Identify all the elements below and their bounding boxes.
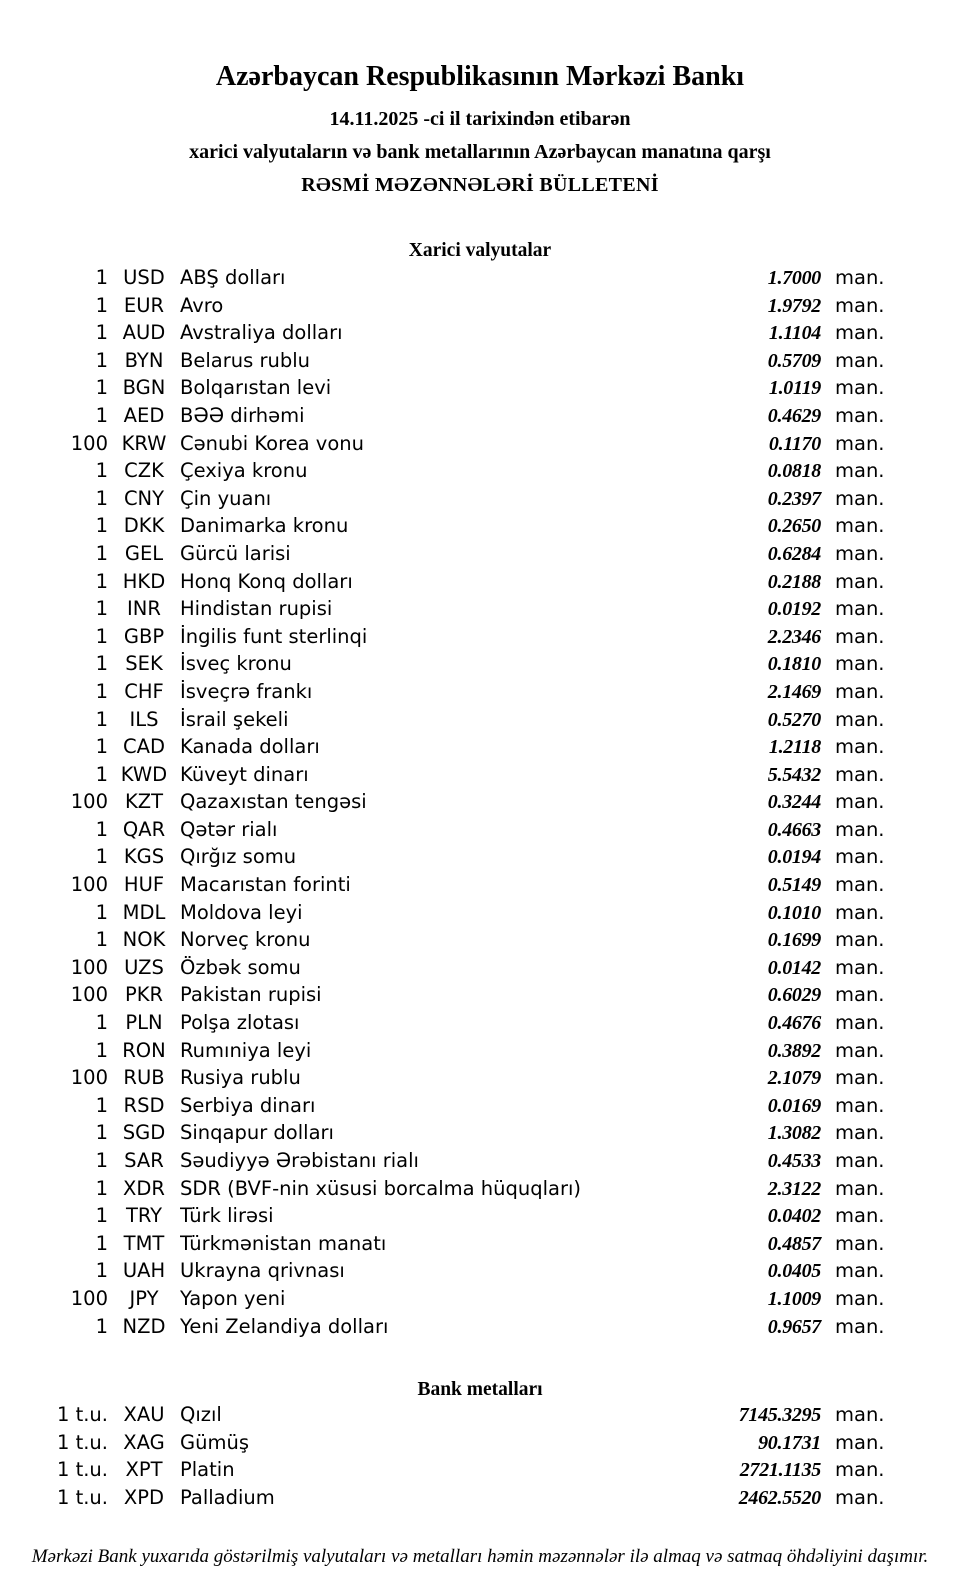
quantity-cell: 1	[95, 679, 108, 703]
unit-cell: man.	[835, 1038, 885, 1062]
currency-code-cell: XAG	[123, 1430, 165, 1454]
unit-cell: man.	[835, 348, 885, 372]
unit-cell: man.	[835, 1011, 885, 1035]
rate-row	[0, 901, 960, 929]
currency-name-cell: Danimarka kronu	[180, 514, 349, 538]
unit-cell: man.	[835, 624, 885, 648]
unit-cell: man.	[835, 1314, 885, 1338]
rate-row	[0, 928, 960, 956]
currency-name-cell: Çexiya kronu	[180, 459, 308, 483]
rate-row	[0, 1204, 960, 1232]
currency-code-cell: XPT	[125, 1458, 163, 1482]
rate-row	[0, 1259, 960, 1287]
rate-row	[0, 625, 960, 653]
rate-row	[0, 349, 960, 377]
rate-row	[0, 1486, 960, 1514]
quantity-cell: 100	[70, 873, 108, 897]
quantity-cell: 1	[95, 1314, 108, 1338]
rate-value-cell: 1.3082	[767, 1122, 821, 1145]
metals-section-heading: Bank metalları	[417, 1379, 543, 1401]
unit-cell: man.	[835, 459, 885, 483]
rate-row	[0, 570, 960, 598]
quantity-cell: 1	[95, 652, 108, 676]
page-title: Azərbaycan Respublikasının Mərkəzi Bankı	[215, 61, 745, 92]
currency-code-cell: XDR	[123, 1176, 165, 1200]
currency-code-cell: PKR	[124, 983, 164, 1007]
currency-code-cell: CHF	[124, 679, 164, 703]
unit-cell: man.	[835, 293, 885, 317]
currency-code-cell: EUR	[123, 293, 165, 317]
unit-cell: man.	[835, 873, 885, 897]
currency-name-cell: Kanada dolları	[180, 735, 320, 759]
rate-row	[0, 1039, 960, 1067]
currency-name-cell: Çin yuanı	[180, 486, 272, 510]
currency-code-cell: GBP	[123, 624, 165, 648]
rate-value-cell: 0.9657	[767, 1315, 821, 1338]
unit-cell: man.	[835, 652, 885, 676]
bulletin-title: RƏSMİ MƏZƏNNƏLƏRİ BÜLLETENİ	[301, 174, 659, 196]
currency-code-cell: BYN	[124, 348, 164, 372]
currency-code-cell: UZS	[124, 955, 164, 979]
unit-cell: man.	[835, 1231, 885, 1255]
currency-name-cell: Qətər rialı	[180, 817, 278, 841]
currency-code-cell: USD	[123, 266, 165, 289]
rate-row	[0, 1149, 960, 1177]
currency-code-cell: AED	[123, 403, 165, 427]
rate-value-cell: 0.0169	[767, 1094, 821, 1117]
quantity-cell: 1	[95, 1121, 108, 1145]
rate-value-cell: 0.0818	[767, 460, 821, 483]
currency-name-cell: Özbək somu	[180, 955, 301, 979]
rate-value-cell: 0.4676	[767, 1012, 821, 1035]
unit-cell: man.	[835, 1430, 885, 1454]
unit-cell: man.	[835, 486, 885, 510]
unit-cell: man.	[835, 762, 885, 786]
rate-value-cell: 0.1699	[767, 929, 821, 952]
rate-row	[0, 763, 960, 791]
rate-value-cell: 2.1079	[767, 1067, 821, 1090]
quantity-cell: 1	[95, 707, 108, 731]
unit-cell: man.	[835, 1286, 885, 1310]
currency-code-cell: RON	[122, 1038, 166, 1062]
quantity-cell: 1	[95, 266, 108, 289]
rate-value-cell: 0.0142	[767, 956, 821, 979]
rate-value-cell: 0.1170	[768, 432, 821, 455]
rate-row	[0, 983, 960, 1011]
currency-name-cell: Serbiya dinarı	[180, 1093, 316, 1117]
quantity-cell: 1	[95, 376, 108, 400]
rate-row	[0, 680, 960, 708]
footer-note: Mərkəzi Bank yuxarıda göstərilmiş valyutaları və metalları həmin məzənnələr ilə almaq və satmaq öhdəliyini daşımır.	[31, 1545, 929, 1567]
rate-value-cell: 0.0405	[767, 1260, 821, 1283]
currency-name-cell: İsrail şekeli	[180, 707, 289, 731]
currency-code-cell: GEL	[124, 541, 164, 565]
rate-value-cell: 0.0194	[767, 846, 821, 869]
rate-row	[0, 1403, 960, 1431]
currency-name-cell: Macarıstan forinti	[180, 873, 351, 897]
rate-value-cell: 7145.3295	[738, 1404, 821, 1427]
currency-name-cell: Palladium	[180, 1485, 275, 1509]
quantity-cell: 1	[95, 624, 108, 648]
currency-code-cell: NZD	[122, 1314, 166, 1338]
unit-cell: man.	[835, 1093, 885, 1117]
currency-name-cell: İngilis funt sterlinqi	[180, 624, 368, 648]
currency-code-cell: CNY	[123, 486, 165, 510]
currency-code-cell: INR	[127, 597, 161, 621]
rate-value-cell: 2462.5520	[738, 1486, 821, 1509]
currency-code-cell: TMT	[123, 1231, 165, 1255]
rate-row	[0, 1431, 960, 1459]
rate-value-cell: 0.5149	[767, 874, 821, 897]
subtitle-line: xarici valyutaların və bank metallarının Azərbaycan manatına qarşı	[189, 141, 771, 163]
unit-cell: man.	[835, 983, 885, 1007]
unit-cell: man.	[835, 1458, 885, 1482]
rate-row	[0, 404, 960, 432]
quantity-cell: 1	[95, 1038, 108, 1062]
rate-value-cell: 90.1731	[758, 1431, 821, 1454]
unit-cell: man.	[835, 597, 885, 621]
rate-row	[0, 1011, 960, 1039]
rate-value-cell: 0.4663	[767, 818, 821, 841]
currency-name-cell: İsveç kronu	[180, 652, 292, 676]
quantity-cell: 1	[95, 569, 108, 593]
rate-value-cell: 1.0119	[768, 377, 821, 400]
rate-value-cell: 0.1810	[767, 653, 821, 676]
currency-name-cell: Qızıl	[180, 1403, 222, 1427]
currency-code-cell: KRW	[121, 431, 167, 455]
rate-row	[0, 845, 960, 873]
rate-row	[0, 1121, 960, 1149]
rate-value-cell: 0.4533	[767, 1150, 821, 1172]
currency-name-cell: Bolqarıstan levi	[180, 376, 332, 400]
quantity-cell: 1	[95, 762, 108, 786]
unit-cell: man.	[835, 955, 885, 979]
currency-name-cell: Türk lirəsi	[180, 1204, 274, 1228]
currency-name-cell: Rusiya rublu	[180, 1066, 301, 1090]
currency-section-heading: Xarici valyutalar	[408, 240, 552, 261]
rate-row	[0, 708, 960, 736]
quantity-cell: 1	[95, 597, 108, 621]
currency-code-cell: UAH	[122, 1259, 166, 1283]
rate-row	[0, 376, 960, 404]
rate-row	[0, 956, 960, 984]
currency-code-cell: DKK	[123, 514, 165, 538]
currency-name-cell: Avstraliya dolları	[180, 321, 343, 345]
rate-value-cell: 0.2650	[767, 515, 821, 538]
rate-value-cell: 0.4857	[767, 1232, 821, 1255]
unit-cell: man.	[835, 1176, 885, 1200]
rate-value-cell: 1.1104	[768, 322, 821, 345]
currency-name-cell: Qırğız somu	[180, 845, 297, 869]
currency-code-cell: XPD	[123, 1485, 165, 1509]
currency-code-cell: RUB	[123, 1066, 165, 1090]
rate-value-cell: 1.1009	[767, 1287, 821, 1310]
quantity-cell: 1	[95, 900, 108, 924]
currency-code-cell: TRY	[125, 1204, 163, 1228]
currency-code-cell: NOK	[122, 928, 166, 952]
rate-row	[0, 1232, 960, 1260]
rate-value-cell: 0.6284	[767, 542, 821, 565]
unit-cell: man.	[835, 376, 885, 400]
currency-name-cell: Küveyt dinarı	[180, 762, 309, 786]
currency-name-cell: Qazaxıstan tengəsi	[180, 790, 367, 814]
quantity-cell: 1	[95, 541, 108, 565]
currency-code-cell: SEK	[125, 652, 163, 676]
quantity-cell: 1 t.u.	[56, 1485, 108, 1509]
currency-code-cell: SAR	[124, 1149, 164, 1172]
rate-value-cell: 0.5270	[767, 708, 821, 731]
rate-row	[0, 432, 960, 460]
currency-name-cell: Hindistan rupisi	[180, 597, 333, 621]
rate-row	[0, 597, 960, 625]
unit-cell: man.	[835, 1149, 885, 1172]
rate-row	[0, 294, 960, 322]
quantity-cell: 100	[70, 955, 108, 979]
rate-row	[0, 487, 960, 515]
quantity-cell: 1	[95, 1259, 108, 1283]
rate-row	[0, 652, 960, 680]
unit-cell: man.	[835, 403, 885, 427]
currency-code-cell: KZT	[124, 790, 164, 814]
unit-cell: man.	[835, 928, 885, 952]
quantity-cell: 1 t.u.	[56, 1403, 108, 1427]
rate-row	[0, 1066, 960, 1094]
quantity-cell: 1	[95, 1231, 108, 1255]
currency-name-cell: Sinqapur dolları	[180, 1121, 334, 1145]
currency-name-cell: Honq Konq dolları	[180, 569, 353, 593]
rate-value-cell: 2.1469	[767, 680, 821, 703]
currency-name-cell: Cənubi Korea vonu	[180, 431, 364, 455]
rate-row	[0, 321, 960, 349]
quantity-cell: 1	[95, 1176, 108, 1200]
unit-cell: man.	[835, 321, 885, 345]
rate-row	[0, 542, 960, 570]
rate-row	[0, 790, 960, 818]
rate-row	[0, 1458, 960, 1486]
quantity-cell: 1	[95, 321, 108, 345]
currency-code-cell: CZK	[124, 459, 164, 483]
currency-code-cell: BGN	[122, 376, 166, 400]
quantity-cell: 1	[95, 928, 108, 952]
quantity-cell: 1	[95, 459, 108, 483]
currency-code-cell: SGD	[122, 1121, 166, 1145]
unit-cell: man.	[835, 541, 885, 565]
rate-row	[0, 1315, 960, 1343]
unit-cell: man.	[835, 1066, 885, 1090]
unit-cell: man.	[835, 817, 885, 841]
currency-name-cell: Rumıniya leyi	[180, 1038, 312, 1062]
rate-row	[0, 1094, 960, 1122]
metals-table	[0, 1403, 960, 1513]
currency-code-cell: MDL	[122, 900, 166, 924]
rate-value-cell: 0.1010	[767, 901, 821, 924]
currency-code-cell: KWD	[120, 762, 168, 786]
rate-row	[0, 266, 960, 294]
currency-name-cell: Moldova leyi	[180, 900, 303, 924]
unit-cell: man.	[835, 1121, 885, 1145]
quantity-cell: 100	[70, 1066, 108, 1090]
currency-code-cell: PLN	[125, 1011, 163, 1035]
unit-cell: man.	[835, 569, 885, 593]
currency-code-cell: JPY	[129, 1286, 159, 1310]
quantity-cell: 1	[95, 486, 108, 510]
rate-value-cell: 0.3892	[767, 1039, 821, 1062]
currency-code-cell: ILS	[129, 707, 159, 731]
rate-value-cell: 1.2118	[768, 736, 821, 759]
currency-code-cell: QAR	[122, 817, 166, 841]
currency-table	[0, 266, 960, 1342]
quantity-cell: 1 t.u.	[56, 1430, 108, 1454]
unit-cell: man.	[835, 735, 885, 759]
currency-code-cell: KGS	[123, 845, 165, 869]
unit-cell: man.	[835, 1485, 885, 1509]
quantity-cell: 100	[70, 431, 108, 455]
rate-value-cell: 2721.1135	[739, 1459, 821, 1482]
currency-name-cell: Belarus rublu	[180, 348, 311, 372]
quantity-cell: 100	[70, 790, 108, 814]
unit-cell: man.	[835, 790, 885, 814]
currency-code-cell: RSD	[123, 1093, 165, 1117]
header	[0, 0, 960, 197]
unit-cell: man.	[835, 266, 885, 289]
unit-cell: man.	[835, 707, 885, 731]
unit-cell: man.	[835, 1204, 885, 1228]
unit-cell: man.	[835, 1403, 885, 1427]
currency-name-cell: Pakistan rupisi	[180, 983, 322, 1007]
currency-name-cell: Ukrayna qrivnası	[180, 1259, 345, 1283]
currency-code-cell: AUD	[122, 321, 166, 345]
quantity-cell: 1	[95, 735, 108, 759]
currency-name-cell: BƏƏ dirhəmi	[180, 403, 305, 427]
currency-name-cell: Norveç kronu	[180, 928, 311, 952]
currency-name-cell: Avro	[180, 293, 224, 317]
quantity-cell: 1	[95, 1011, 108, 1035]
unit-cell: man.	[835, 679, 885, 703]
currency-code-cell: XAU	[123, 1403, 165, 1427]
currency-name-cell: Polşa zlotası	[180, 1011, 300, 1035]
quantity-cell: 100	[70, 983, 108, 1007]
rate-value-cell: 0.4629	[767, 404, 821, 427]
rate-value-cell: 0.2397	[767, 487, 821, 510]
rate-row	[0, 735, 960, 763]
rate-value-cell: 2.3122	[767, 1177, 821, 1200]
rate-value-cell: 1.7000	[767, 267, 821, 289]
rate-value-cell: 2.2346	[767, 625, 821, 648]
currency-name-cell: Türkmənistan manatı	[180, 1231, 387, 1255]
rate-row	[0, 818, 960, 846]
currency-code-cell: HUF	[123, 873, 165, 897]
quantity-cell: 1 t.u.	[56, 1458, 108, 1482]
quantity-cell: 1	[95, 845, 108, 869]
currency-name-cell: Gürcü larisi	[180, 541, 291, 565]
currency-code-cell: CAD	[123, 735, 165, 759]
rate-row	[0, 1177, 960, 1205]
rate-row	[0, 514, 960, 542]
currency-code-cell: HKD	[122, 569, 166, 593]
effective-date-line: 14.11.2025 -ci il tarixindən etibarən	[329, 108, 631, 130]
currency-name-cell: Platin	[180, 1458, 235, 1482]
unit-cell: man.	[835, 845, 885, 869]
currency-name-cell: SDR (BVF-nin xüsusi borcalma hüquqları)	[180, 1176, 582, 1200]
rate-value-cell: 0.0192	[767, 598, 821, 621]
rate-value-cell: 0.0402	[767, 1205, 821, 1228]
rate-value-cell: 0.2188	[767, 570, 821, 593]
quantity-cell: 1	[95, 514, 108, 538]
rate-value-cell: 0.5709	[767, 349, 821, 372]
quantity-cell: 1	[95, 1093, 108, 1117]
rate-value-cell: 1.9792	[767, 294, 821, 317]
quantity-cell: 1	[95, 403, 108, 427]
rate-value-cell: 5.5432	[767, 763, 821, 786]
unit-cell: man.	[835, 431, 885, 455]
quantity-cell: 100	[70, 1286, 108, 1310]
currency-name-cell: İsveçrə frankı	[180, 679, 313, 703]
currency-name-cell: Yapon yeni	[180, 1286, 286, 1310]
quantity-cell: 1	[95, 293, 108, 317]
quantity-cell: 1	[95, 348, 108, 372]
rate-row	[0, 1287, 960, 1315]
currency-name-cell: Gümüş	[180, 1430, 249, 1454]
rate-value-cell: 0.3244	[767, 791, 821, 814]
quantity-cell: 1	[95, 1149, 108, 1172]
unit-cell: man.	[835, 900, 885, 924]
rate-row	[0, 873, 960, 901]
quantity-cell: 1	[95, 1204, 108, 1228]
currency-name-cell: Səudiyyə Ərəbistanı rialı	[180, 1149, 419, 1172]
rate-value-cell: 0.6029	[767, 984, 821, 1007]
quantity-cell: 1	[95, 817, 108, 841]
currency-name-cell: ABŞ dolları	[180, 266, 286, 289]
unit-cell: man.	[835, 1259, 885, 1283]
unit-cell: man.	[835, 514, 885, 538]
rate-row	[0, 459, 960, 487]
currency-name-cell: Yeni Zelandiya dolları	[180, 1314, 389, 1338]
